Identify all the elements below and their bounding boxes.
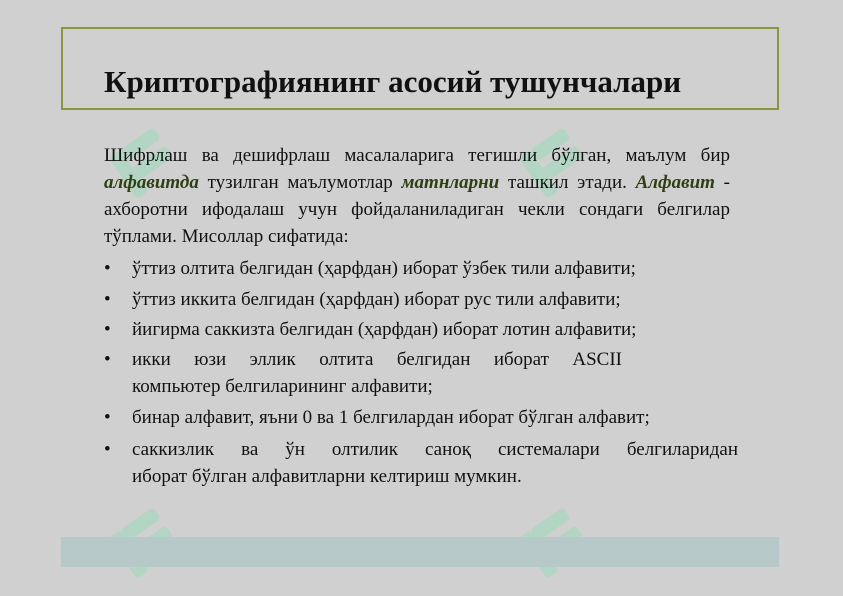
list-item-text: икки юзи эллик олтита белгидан иборат ASCII: [132, 349, 622, 370]
list-item-text-continued: компьютер белгиларининг алфавити;: [132, 376, 433, 397]
slide-title: Криптографиянинг асосий тушунчалари: [104, 64, 682, 99]
footer-bar: [61, 537, 779, 567]
bullet-icon: •: [104, 439, 111, 460]
list-item-text: бинар алфавит, яъни 0 ва 1 белгилардан иборат бўлган алфавит;: [132, 407, 650, 428]
list-item-text: йигирма саккизта белгидан (ҳарфдан) иборат лотин алфавити;: [132, 319, 637, 340]
bullet-icon: •: [104, 258, 111, 279]
term-alphabet: Алфавит: [635, 172, 715, 193]
intro-text-4: - ахборотни ифодалаш учун фойдаланиладиган чекли сондаги белгилар тўплами. Мисоллар сифатида:: [104, 172, 730, 247]
bullet-icon: •: [104, 319, 111, 340]
list-item-text: ўттиз олтита белгидан (ҳарфдан) иборат ўзбек тили алфавити;: [132, 258, 636, 279]
list-item-text-continued: иборат бўлган алфавитларни келтириш мумкин.: [132, 466, 522, 487]
intro-text-3: ташкил этади.: [499, 172, 636, 193]
intro-text-1: Шифрлаш ва дешифрлаш масалаларига тегишли бўлган, маълум бир: [104, 145, 730, 166]
list-item-text: ўттиз иккита белгидан (ҳарфдан) иборат рус тили алфавити;: [132, 289, 621, 310]
list-item-text: саккизлик ва ўн олтилик саноқ системалари белгиларидан: [132, 439, 738, 460]
intro-text-2: тузилган маълумотлар: [198, 172, 402, 193]
intro-paragraph: [104, 142, 730, 250]
bullet-icon: •: [104, 349, 111, 370]
term-alphabet-locative: алфавитда: [104, 172, 199, 193]
bullet-icon: •: [104, 407, 111, 428]
term-texts: матнларни: [401, 172, 500, 193]
bullet-icon: •: [104, 289, 111, 310]
